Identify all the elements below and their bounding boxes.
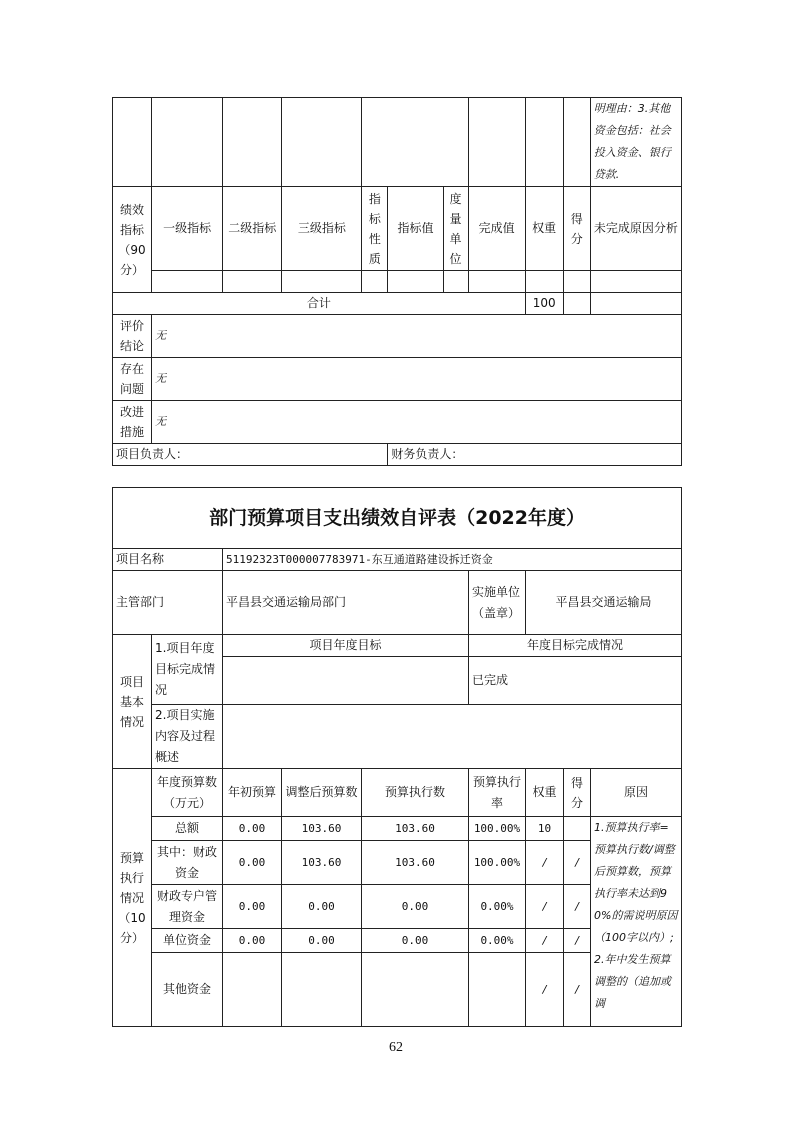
budget-initial: 0.00 <box>223 885 282 929</box>
budget-header-row <box>113 769 682 817</box>
performance-indicator-table <box>112 97 682 466</box>
budget-adjusted <box>282 953 362 1027</box>
budget-rate: 0.00% <box>469 929 526 953</box>
budget-rate: 100.00% <box>469 841 526 885</box>
evaluation-row <box>113 315 682 358</box>
improvement-value: 无 <box>152 401 682 444</box>
header-level1: 一级指标 <box>152 187 223 271</box>
goal-header-row <box>113 635 682 657</box>
budget-adjusted: 0.00 <box>282 929 362 953</box>
budget-initial: 0.00 <box>223 817 282 841</box>
header-level2: 二级指标 <box>223 187 282 271</box>
total-weight: 100 <box>525 293 563 315</box>
budget-header-adjusted: 调整后预算数 <box>282 769 362 817</box>
reason-note-continuation: 明理由：3.其他资金包括：社会投入资金、银行贷款. <box>590 98 681 187</box>
improvement-label: 改进措施 <box>113 401 152 444</box>
budget-rate <box>469 953 526 1027</box>
budget-executed: 103.60 <box>362 841 469 885</box>
indicator-header-row <box>113 187 682 271</box>
budget-executed: 0.00 <box>362 929 469 953</box>
budget-row-name: 其他资金 <box>152 953 223 1027</box>
budget-header-reason: 原因 <box>591 769 682 817</box>
department-row <box>113 571 682 635</box>
budget-header-rate: 预算执行率 <box>469 769 526 817</box>
budget-initial: 0.00 <box>223 841 282 885</box>
budget-score <box>564 817 591 841</box>
signature-row <box>113 444 682 466</box>
header-reason: 未完成原因分析 <box>590 187 681 271</box>
budget-exec-label: 预算执行情况（10分） <box>113 769 152 1027</box>
impl-desc-row <box>113 705 682 769</box>
header-weight: 权重 <box>525 187 563 271</box>
continuation-row <box>113 98 682 187</box>
budget-row <box>113 817 682 841</box>
budget-adjusted: 103.60 <box>282 841 362 885</box>
project-name-row <box>113 549 682 571</box>
budget-weight: / <box>526 885 564 929</box>
budget-row-name: 总额 <box>152 817 223 841</box>
header-nature: 指标性质 <box>362 187 388 271</box>
budget-executed <box>362 953 469 1027</box>
budget-adjusted: 103.60 <box>282 817 362 841</box>
impl-desc-label: 2.项目实施内容及过程概述 <box>152 705 223 769</box>
indicator-empty-row <box>113 271 682 293</box>
budget-header-score: 得分 <box>564 769 591 817</box>
budget-adjusted: 0.00 <box>282 885 362 929</box>
form-title: 部门预算项目支出绩效自评表（2022年度） <box>113 488 682 549</box>
header-level3: 三级指标 <box>282 187 362 271</box>
budget-reason-text: 1.预算执行率=预算执行数/调整后预算数，预算执行率未达到90%的需说明原因（100字以内）;2.年中发生预算调整的（追加或调 <box>591 817 682 1027</box>
budget-score: / <box>564 953 591 1027</box>
budget-score: / <box>564 929 591 953</box>
evaluation-label: 评价结论 <box>113 315 152 358</box>
budget-header-amount: 年度预算数（万元） <box>152 769 223 817</box>
department-value: 平昌县交通运输局部门 <box>223 571 469 635</box>
finance-lead-label: 财务负责人： <box>388 444 682 466</box>
budget-row-name: 单位资金 <box>152 929 223 953</box>
budget-executed: 103.60 <box>362 817 469 841</box>
perf-indicator-label: 绩效指标（90分） <box>113 187 152 293</box>
budget-header-executed: 预算执行数 <box>362 769 469 817</box>
self-evaluation-table <box>112 487 682 1027</box>
budget-weight: / <box>526 953 564 1027</box>
issues-label: 存在问题 <box>113 358 152 401</box>
impl-unit-label: 实施单位（盖章） <box>469 571 526 635</box>
project-name-label: 项目名称 <box>113 549 223 571</box>
goal-value <box>223 657 469 705</box>
issues-value: 无 <box>152 358 682 401</box>
budget-row-name: 财政专户管理资金 <box>152 885 223 929</box>
goal-completion-label: 1.项目年度目标完成情况 <box>152 635 223 705</box>
goal-header: 项目年度目标 <box>223 635 469 657</box>
budget-weight: / <box>526 841 564 885</box>
header-target-value: 指标值 <box>388 187 443 271</box>
header-score: 得分 <box>563 187 590 271</box>
budget-initial: 0.00 <box>223 929 282 953</box>
department-label: 主管部门 <box>113 571 223 635</box>
goal-status-value: 已完成 <box>469 657 682 705</box>
budget-row-name: 其中：财政资金 <box>152 841 223 885</box>
budget-weight: / <box>526 929 564 953</box>
page-number: 62 <box>389 1040 403 1055</box>
budget-score: / <box>564 885 591 929</box>
budget-initial <box>223 953 282 1027</box>
budget-header-weight: 权重 <box>526 769 564 817</box>
total-label: 合计 <box>113 293 526 315</box>
total-row <box>113 293 682 315</box>
evaluation-value: 无 <box>152 315 682 358</box>
project-name-value: 51192323T000007783971-东互通道路建设拆迁资金 <box>223 549 682 571</box>
issues-row <box>113 358 682 401</box>
impl-desc-value <box>223 705 682 769</box>
project-lead-label: 项目负责人： <box>113 444 388 466</box>
basic-info-label: 项目基本情况 <box>113 635 152 769</box>
budget-header-initial: 年初预算 <box>223 769 282 817</box>
header-actual-value: 完成值 <box>468 187 525 271</box>
goal-status-header: 年度目标完成情况 <box>469 635 682 657</box>
budget-weight: 10 <box>526 817 564 841</box>
improvement-row <box>113 401 682 444</box>
budget-executed: 0.00 <box>362 885 469 929</box>
budget-score: / <box>564 841 591 885</box>
budget-rate: 0.00% <box>469 885 526 929</box>
header-unit: 度量单位 <box>443 187 468 271</box>
impl-unit-value: 平昌县交通运输局 <box>526 571 682 635</box>
budget-rate: 100.00% <box>469 817 526 841</box>
title-row <box>113 488 682 549</box>
